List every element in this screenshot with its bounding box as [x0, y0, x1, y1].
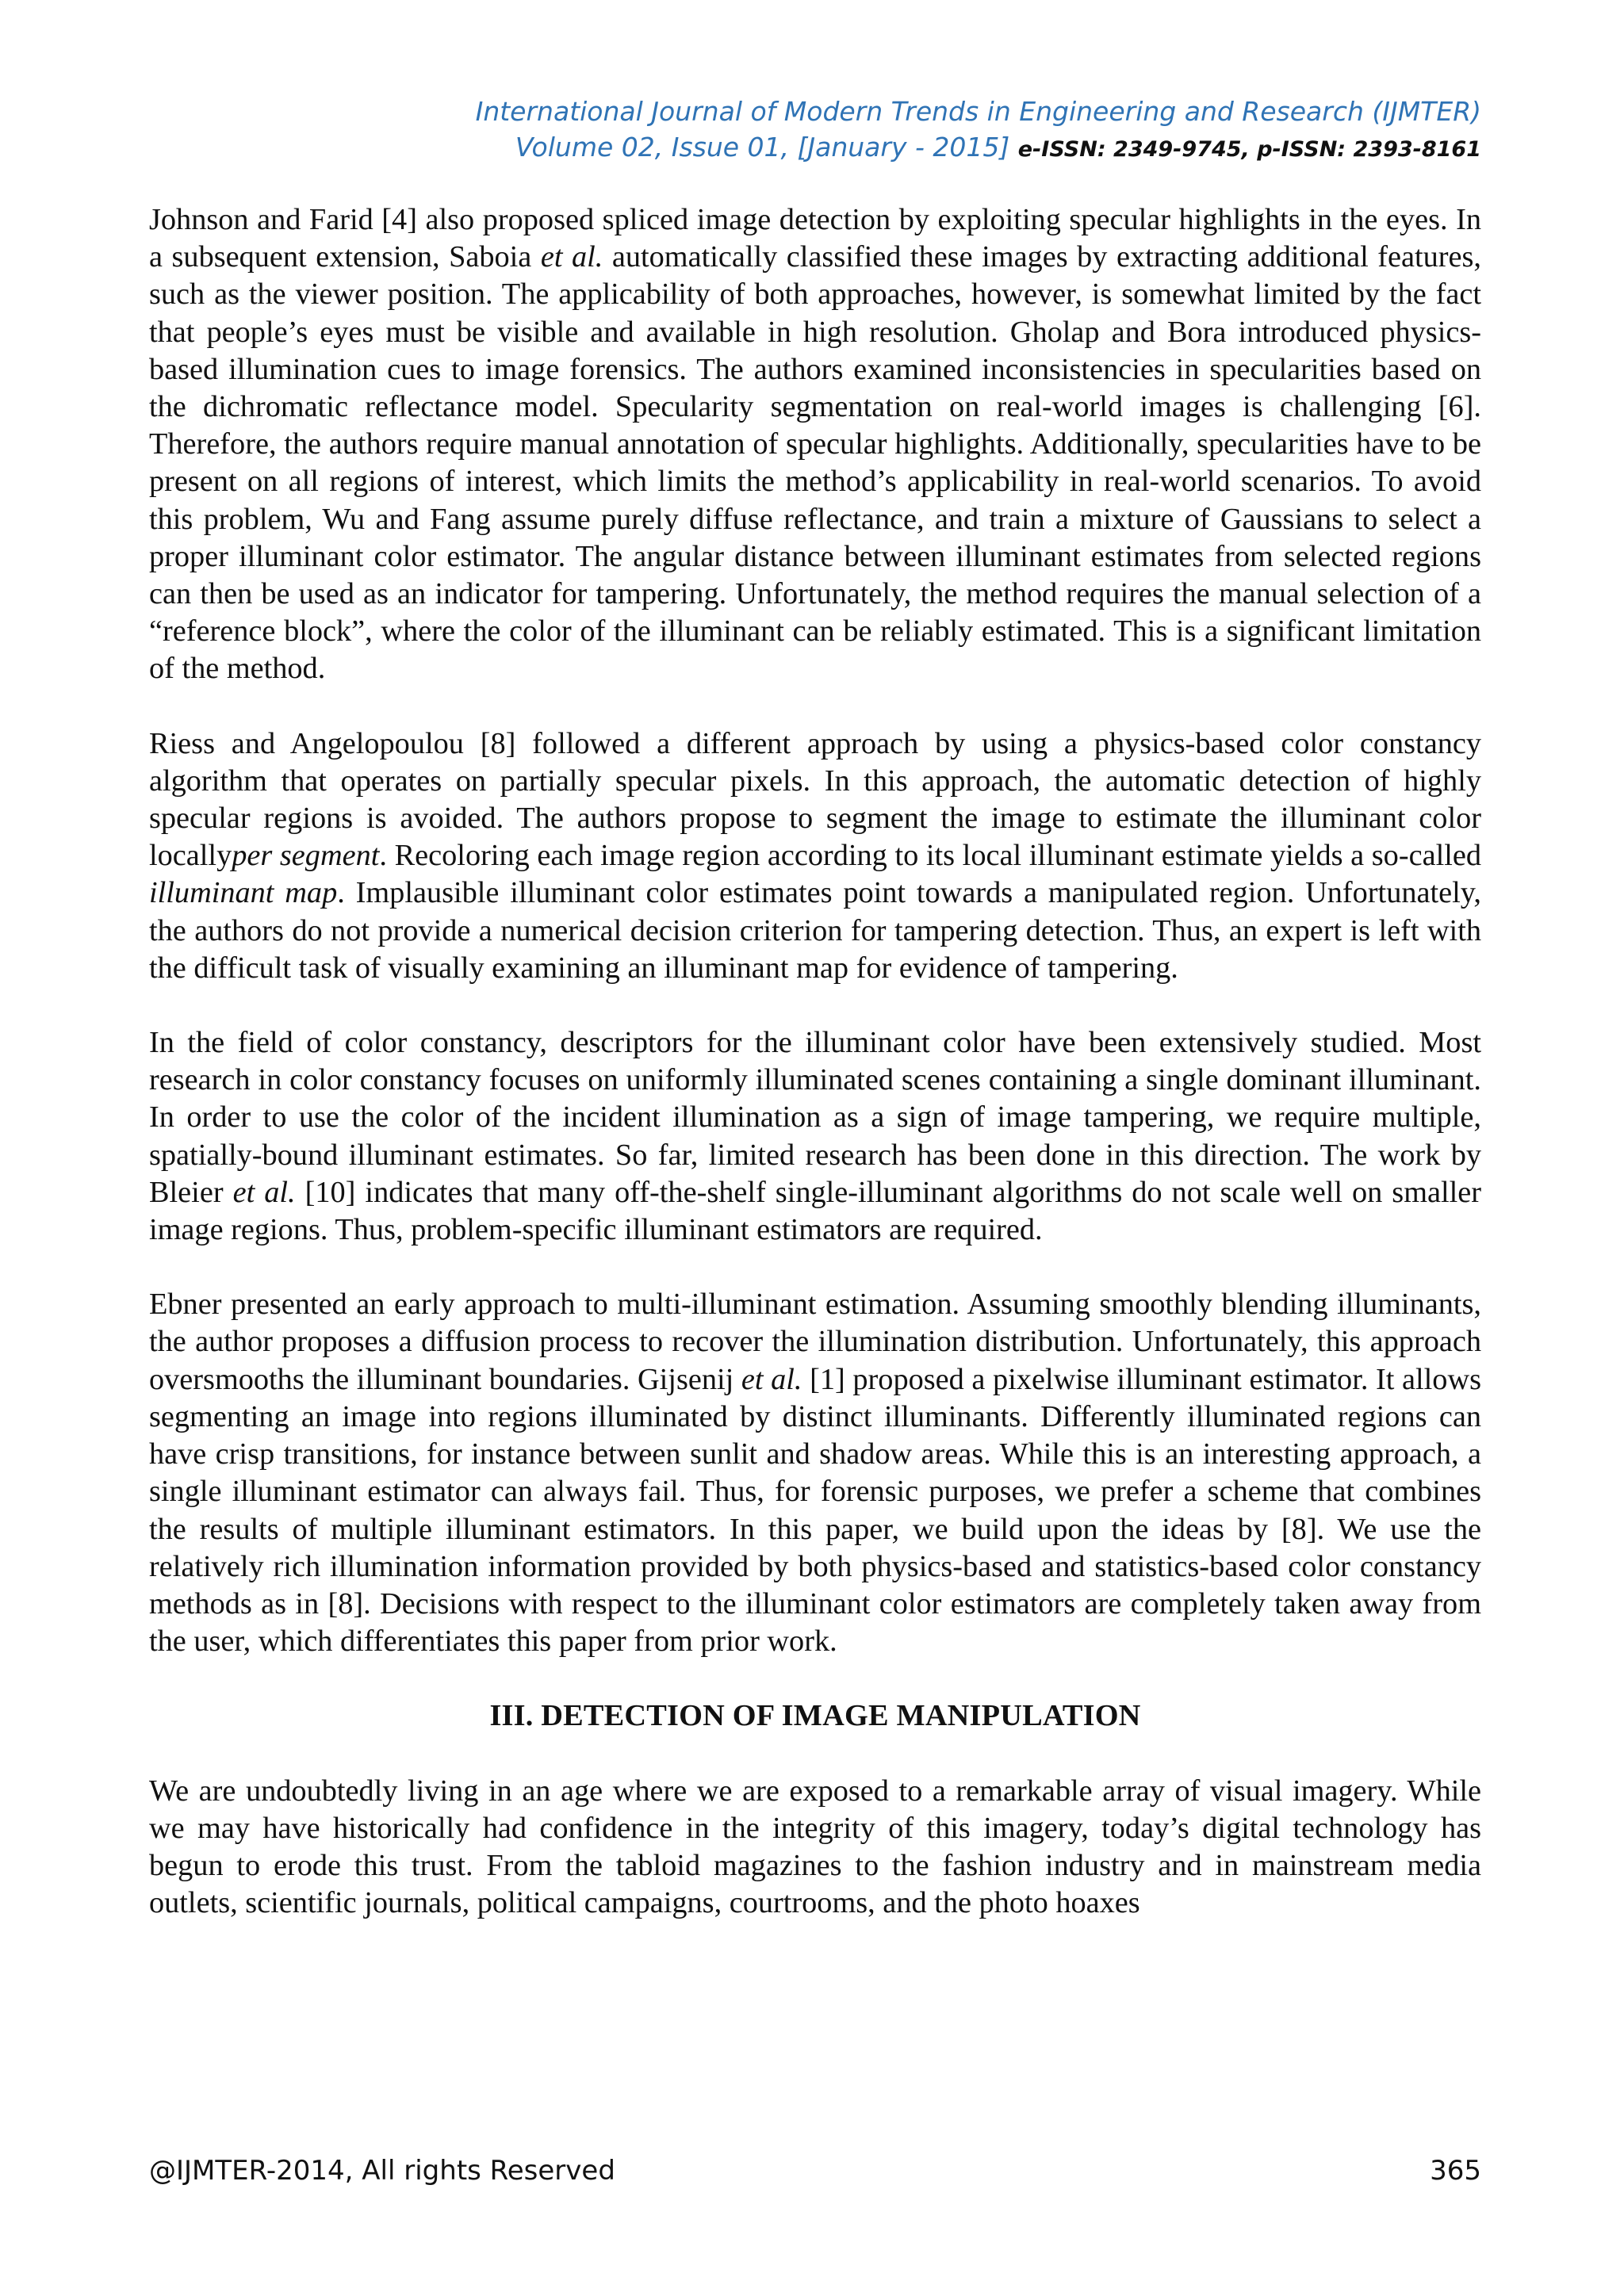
journal-issn: e-ISSN: 2349-9745, p-ISSN: 2393-8161 — [1017, 137, 1481, 162]
page-footer — [149, 2155, 1481, 2195]
body-text — [149, 201, 1481, 1922]
italic-per-segment: per segment — [232, 839, 380, 873]
italic-et-al: et al. — [232, 1175, 296, 1209]
italic-illuminant-map: illuminant map — [149, 876, 338, 910]
paragraph-2: Riess and Angelopoulou [8] followed a different approach by using a physics-based color constancy algorithm that operates on partially specular pixels. In this approach, the automatic detection of highly specular regions is avoided. The authors propose to segment the image to estimate the illuminant color locallyper segment. Recoloring each image region according to its local illuminant estimate yields a so-called illuminant map. Implausible illuminant color estimates point towards a manipulated region. Unfortunately, the authors do not provide a numerical decision criterion for tampering detection. Thus, an expert is left with the difficult task of visually examining an illuminant map for evidence of tampering. — [149, 726, 1482, 985]
italic-et-al: et al. — [741, 1362, 802, 1396]
paragraph-4: Ebner presented an early approach to multi-illuminant estimation. Assuming smoothly blending illuminants, the author proposes a diffusion process to recover the illumination distribution. Unfortunately, this approach oversmooths the illuminant boundaries. Gijsenij et al. [1] proposed a pixelwise illuminant estimator. It allows segmenting an image into regions illuminated by distinct illuminants. Differently illuminated regions can have crisp transitions, for instance between sunlit and shadow areas. While this is an interesting approach, a single illuminant estimator can always fail. Thus, for forensic purposes, we prefer a scheme that combines the results of multiple illuminant estimators. In this paper, we build upon the ideas by [8]. We use the relatively rich illumination information provided by both physics-based and statistics-based color constancy methods as in [8]. Decisions with respect to the illuminant color estimators are completely taken away from the user, which differentiates this paper from prior work. — [149, 1288, 1482, 1659]
paragraph-5: We are undoubtedly living in an age where we are exposed to a remarkable array of visual imagery. While we may have historically had confidence in the integrity of this imagery, today’s digital technology has begun to erode this trust. From the tabloid magazines to the fashion industry and in mainstream media outlets, scientific journals, political campaigns, courtrooms, and the photo hoaxes — [149, 1774, 1481, 1920]
paragraph-1: Johnson and Farid [4] also proposed spliced image detection by exploiting specular highlights in the eyes. In a subsequent extension, Saboia et al. automatically classified these images by extracting additional features, such as the viewer position. The applicability of both approaches, however, is somewhat limited by the fact that people’s eyes must be visible and available in high resolution. Gholap and Bora introduced physics-based illumination cues to image forensics. The authors examined inconsistencies in specularities based on the dichromatic reflectance model. Specularity segmentation on real-world images is challenging [6]. Therefore, the authors require manual annotation of specular highlights. Additionally, specularities have to be present on all regions of interest, which limits the method’s applicability in real-world scenarios. To avoid this problem, Wu and Fang assume purely diffuse reflectance, and train a mixture of Gaussians to select a proper illuminant color estimator. The angular distance between illuminant estimates from selected regions can then be used as an indicator for tampering. Unfortunately, the method requires the manual selection of a “reference block”, where the color of the illuminant can be reliably estimated. This is a significant limitation of the method. — [149, 203, 1481, 686]
journal-title: International Journal of Modern Trends in Engineering and Research (IJMTER) — [475, 96, 1481, 127]
section-heading: III. DETECTION OF IMAGE MANIPULATION — [489, 1699, 1141, 1733]
italic-et-al: et al. — [540, 240, 603, 274]
journal-volume-line — [133, 129, 1481, 167]
paragraph-3: In the field of color constancy, descriptors for the illuminant color have been extensively studied. Most research in color constancy focuses on uniformly illuminated scenes containing a single dominant illuminant. In order to use the color of the incident illumination as a sign of image tampering, we require multiple, spatially-bound illuminant estimates. So far, limited research has been done in this direction. The work by Bleier et al. [10] indicates that many off-the-shelf single-illuminant algorithms do not scale well on smaller image regions. Thus, problem-specific illuminant estimators are required. — [149, 1026, 1482, 1247]
journal-header — [133, 94, 1481, 167]
journal-volume: Volume 02, Issue 01, [January - 2015] — [515, 132, 1010, 163]
footer-copyright: @IJMTER-2014, All rights Reserved — [149, 2155, 615, 2187]
page-number: 365 — [1430, 2155, 1481, 2187]
